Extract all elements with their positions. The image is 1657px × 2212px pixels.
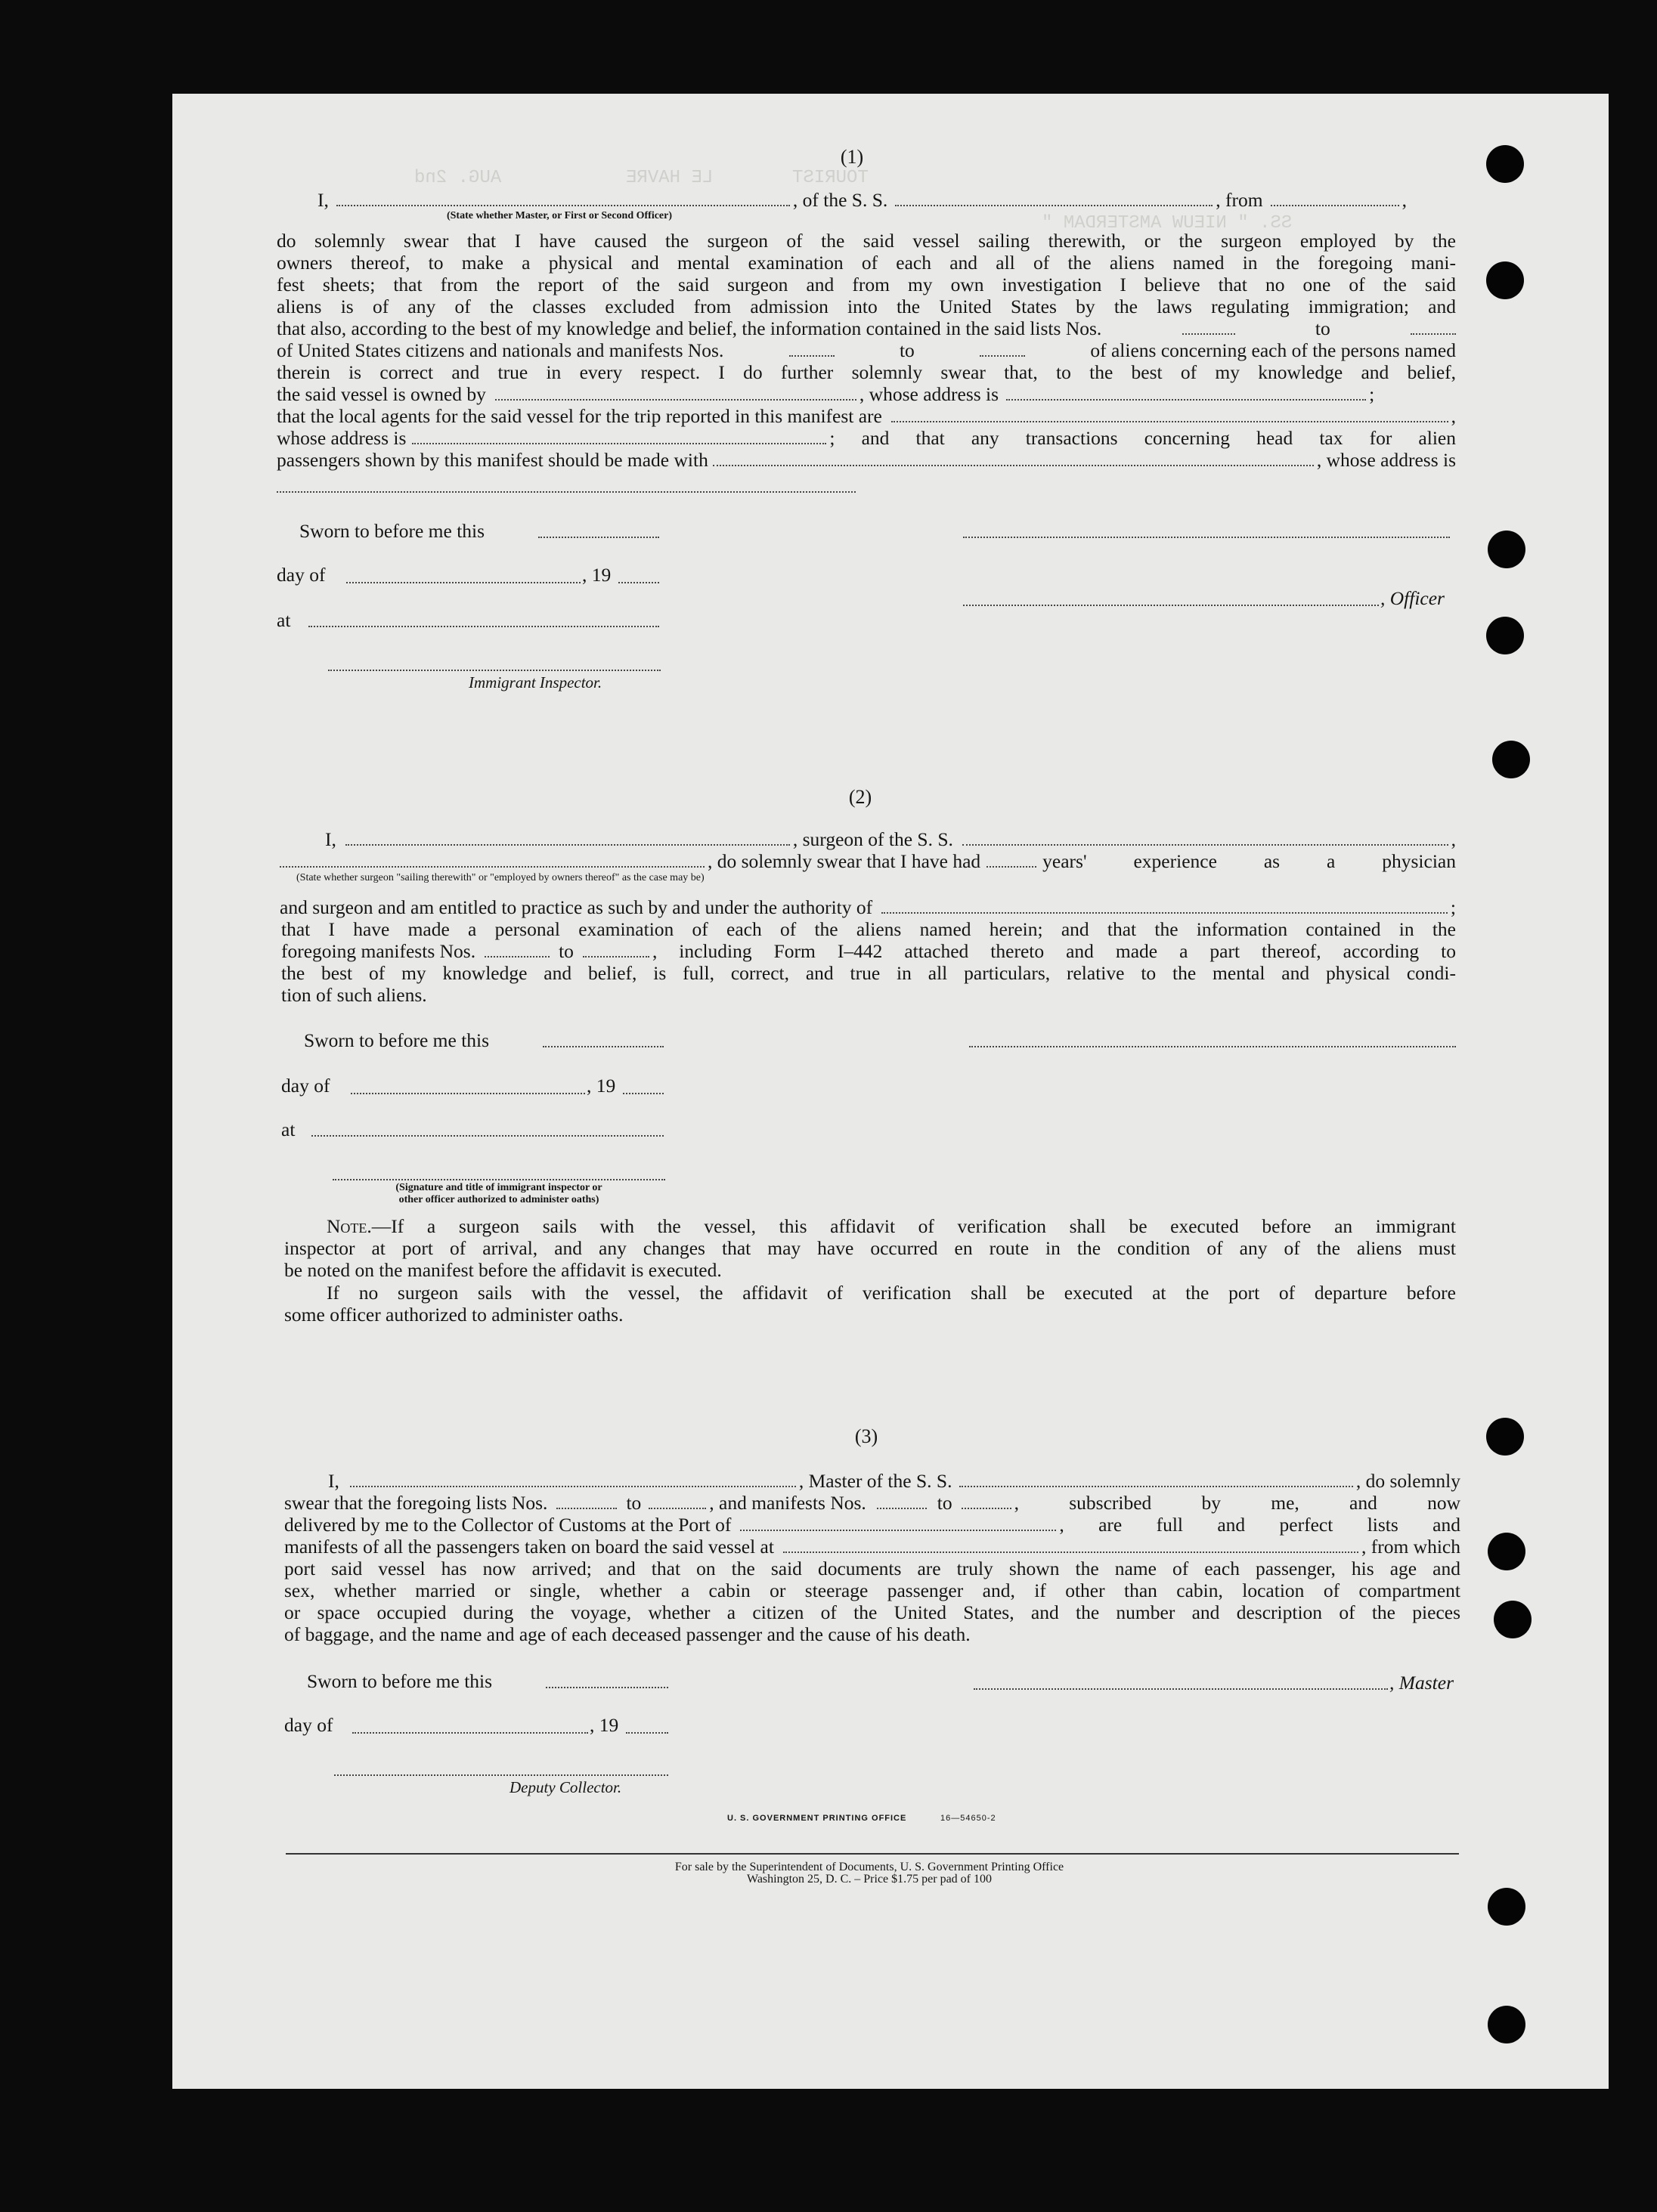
binder-hole: [1488, 1533, 1525, 1570]
master-officer-field[interactable]: [336, 191, 790, 206]
s2-note-line: some officer authorized to administer oaths.: [284, 1304, 624, 1326]
s2-sworn-day-field[interactable]: [543, 1046, 664, 1047]
s2-text-line: the best of my knowledge and belief, is full, correct, and true in all particulars, relative to the mental and physical condi-: [281, 962, 1456, 984]
s3-manifests-from-field[interactable]: [877, 1494, 927, 1509]
footer-line-1: For sale by the Superintendent of Documents, U. S. Government Printing Office: [674, 1861, 1064, 1873]
s1-text-line: therein is correct and true in every respect. I do further solemnly swear that, to the best of my knowledge and belief,: [277, 361, 1456, 383]
s1-at-label: at: [277, 609, 291, 631]
footer-divider: [286, 1853, 1459, 1855]
head-tax-contact-field[interactable]: [713, 451, 1314, 466]
binder-hole: [1494, 1601, 1532, 1638]
section-2-heading: (2): [848, 786, 872, 808]
s3-text-line: or space occupied during the voyage, whether a citizen of the United States, and the number and description of the pieces: [284, 1601, 1460, 1623]
officer-label: , Officer: [1380, 587, 1445, 609]
s2-line1: I, , surgeon of the S. S. ,: [325, 828, 1456, 850]
s3-sworn-day-field[interactable]: [546, 1687, 668, 1688]
binder-hole: [1486, 261, 1524, 299]
s3-line1: I, , Master of the S. S. , do solemnly: [328, 1470, 1460, 1492]
s2-text-line: that I have made a personal examination of each of the aliens named herein; and that the information contained in the: [281, 918, 1456, 940]
surgeon-status-field[interactable]: [280, 852, 705, 868]
s2-signature-note: (Signature and title of immigrant inspector or: [395, 1182, 602, 1193]
bleed-through-date: AUG. 2nd: [414, 168, 502, 188]
authority-field[interactable]: [881, 899, 1448, 914]
from-port-field[interactable]: [1271, 191, 1399, 206]
s1-line12: passengers shown by this manifest should be made with , whose address is: [277, 449, 1456, 471]
surgeon-name-field[interactable]: [345, 831, 790, 846]
s2-line3: and surgeon and am entitled to practice as such by and under the authority of ;: [280, 896, 1456, 918]
officer-name-field[interactable]: [963, 605, 1379, 606]
s1-year-field[interactable]: [618, 582, 659, 583]
s2-line5: foregoing manifests Nos. to , including Form I–442 attached thereto and made a part thereof, according to: [281, 940, 1456, 962]
s1-sworn-day-field[interactable]: [538, 537, 659, 538]
s3-year-field[interactable]: [626, 1732, 668, 1734]
s1-text-line: fest sheets; that from the report of the said surgeon and from my own investigation I believe that no one of the said: [277, 274, 1456, 295]
s3-master-field[interactable]: [350, 1472, 796, 1487]
s2-day-label: day of: [281, 1075, 330, 1097]
s3-vessel-field[interactable]: [959, 1472, 1352, 1487]
s3-sworn-label: Sworn to before me this: [307, 1670, 493, 1692]
s2-at-field[interactable]: [311, 1135, 664, 1137]
s1-officer-note: (State whether Master, or First or Second Officer): [446, 210, 673, 221]
s2-year-field[interactable]: [623, 1093, 664, 1094]
s1-text-line: aliens is of any of the classes excluded from admission into the United States by the laws regulating immigration; and: [277, 295, 1456, 317]
s3-text-line: port said vessel has now arrived; and that on the said documents are truly shown the name of each passenger, his age and: [284, 1558, 1460, 1579]
s3-text-line: of baggage, and the name and age of each deceased passenger and the cause of his death.: [284, 1623, 971, 1645]
manifests-from-field[interactable]: [789, 342, 835, 357]
s2-text-line: tion of such aliens.: [281, 984, 427, 1006]
head-tax-address-field[interactable]: [277, 491, 856, 493]
s2-year-label: , 19: [587, 1075, 616, 1097]
s3-line3: delivered by me to the Collector of Customs at the Port of , are full and perfect lists and: [284, 1514, 1460, 1536]
agents-address-field[interactable]: [412, 429, 826, 444]
s1-line9: the said vessel is owned by , whose address is ;: [277, 383, 1375, 405]
master-label: , Master: [1389, 1672, 1454, 1694]
s1-text-line: owners thereof, to make a physical and mental examination of each and all of the aliens named in the foregoing mani-: [277, 252, 1456, 274]
binder-hole: [1486, 145, 1524, 183]
manifests-to-field[interactable]: [980, 342, 1025, 357]
s2-line2: , do solemnly swear that I have had years' experience as a physician: [280, 850, 1456, 873]
s3-year-label: , 19: [590, 1714, 619, 1736]
s1-sworn-label: Sworn to before me this: [299, 520, 485, 542]
s1-line7: of United States citizens and nationals and manifests Nos. to of aliens concerning each of the persons named: [277, 339, 1456, 361]
s2-manifests-from-field[interactable]: [485, 942, 550, 958]
s2-at-label: at: [281, 1118, 296, 1140]
s1-line11: whose address is ; and that any transactions concerning head tax for alien: [277, 427, 1456, 449]
years-experience-field[interactable]: [986, 852, 1036, 868]
s3-lists-to-field[interactable]: [649, 1494, 706, 1509]
lists-to-field[interactable]: [1411, 320, 1456, 335]
lists-from-field[interactable]: [1182, 320, 1235, 335]
local-agents-field[interactable]: [891, 407, 1448, 422]
s2-vessel-field[interactable]: [962, 831, 1448, 846]
s2-manifests-to-field[interactable]: [583, 942, 649, 958]
deputy-collector-label: Deputy Collector.: [509, 1778, 622, 1796]
vessel-name-field[interactable]: [895, 191, 1213, 206]
bleed-through-tourist: TOURIST: [792, 168, 869, 188]
s2-note-line: be noted on the manifest before the affidavit is executed.: [284, 1259, 722, 1281]
s2-sworn-label: Sworn to before me this: [304, 1029, 490, 1051]
departure-port-field[interactable]: [783, 1538, 1358, 1553]
binder-hole: [1488, 2006, 1525, 2043]
binder-hole: [1486, 1418, 1524, 1456]
s1-text-line: do solemnly swear that I have caused the surgeon of the said vessel sailing therewith, or the surgeon employed by the: [277, 230, 1456, 252]
s3-day-label: day of: [284, 1714, 333, 1736]
bleed-through-port: LE HAVRE: [626, 168, 714, 188]
s1-year-label: , 19: [582, 564, 612, 586]
footer-line-2: Washington 25, D. C. – Price $1.75 per pad of 100: [747, 1873, 992, 1886]
bleed-through-vessel: SS. " NIEUW AMSTERDAM ": [1042, 213, 1293, 234]
printing-office-imprint: U. S. GOVERNMENT PRINTING OFFICE: [727, 1814, 907, 1823]
s3-text-line: sex, whether married or single, whether a cabin or steerage passenger and, if other than cabin, location of compartment: [284, 1579, 1460, 1601]
s1-line6: that also, according to the best of my knowledge and belief, the information contained in the said lists Nos. to: [277, 317, 1456, 340]
section-3-heading: (3): [854, 1425, 878, 1447]
s1-at-field[interactable]: [308, 626, 659, 627]
section-1-heading: (1): [840, 146, 864, 168]
s3-line2: swear that the foregoing lists Nos. to , and manifests Nos. to , subscribed by me, and now: [284, 1492, 1460, 1514]
owner-field[interactable]: [495, 385, 856, 401]
s2-note-line: inspector at port of arrival, and any changes that may have occurred en route in the condition of any of the aliens must: [284, 1237, 1456, 1259]
form-code: 16—54650-2: [940, 1814, 996, 1823]
s1-day-label: day of: [277, 564, 326, 586]
s3-manifests-to-field[interactable]: [962, 1494, 1011, 1509]
s2-note-line1: Note. —If a surgeon sails with the vessel, this affidavit of verification shall be executed before an immigrant: [327, 1215, 1456, 1237]
master-signature-field[interactable]: [974, 1688, 1388, 1690]
s2-signature-note: other officer authorized to administer oaths): [398, 1194, 599, 1205]
binder-hole: [1488, 1888, 1525, 1926]
officer-signature-field[interactable]: [963, 537, 1450, 538]
s3-lists-from-field[interactable]: [556, 1494, 617, 1509]
s2-surgeon-note: (State whether surgeon "sailing therewith" or "employed by owners thereof" as the case may be): [296, 872, 705, 883]
s2-signature-field[interactable]: [969, 1046, 1456, 1047]
s3-day-field[interactable]: [352, 1732, 588, 1734]
s3-line4: manifests of all the passengers taken on board the said vessel at , from which: [284, 1536, 1460, 1558]
s2-day-field[interactable]: [351, 1093, 585, 1094]
immigrant-inspector-label: Immigrant Inspector.: [469, 673, 602, 691]
s2-note-line: If no surgeon sails with the vessel, the affidavit of verification shall be executed at the port of departure before: [327, 1282, 1456, 1304]
binder-hole: [1486, 617, 1524, 654]
s1-day-field[interactable]: [346, 582, 581, 583]
binder-hole: [1488, 531, 1525, 568]
owner-address-field[interactable]: [1006, 385, 1366, 401]
binder-hole: [1492, 741, 1530, 778]
s1-line10: that the local agents for the said vessel for the trip reported in this manifest are ,: [277, 405, 1456, 427]
s2-inspector-signature-field[interactable]: [333, 1179, 665, 1180]
s1-line1: I, , of the S. S. , from ,: [317, 189, 1407, 211]
port-field[interactable]: [740, 1516, 1056, 1531]
